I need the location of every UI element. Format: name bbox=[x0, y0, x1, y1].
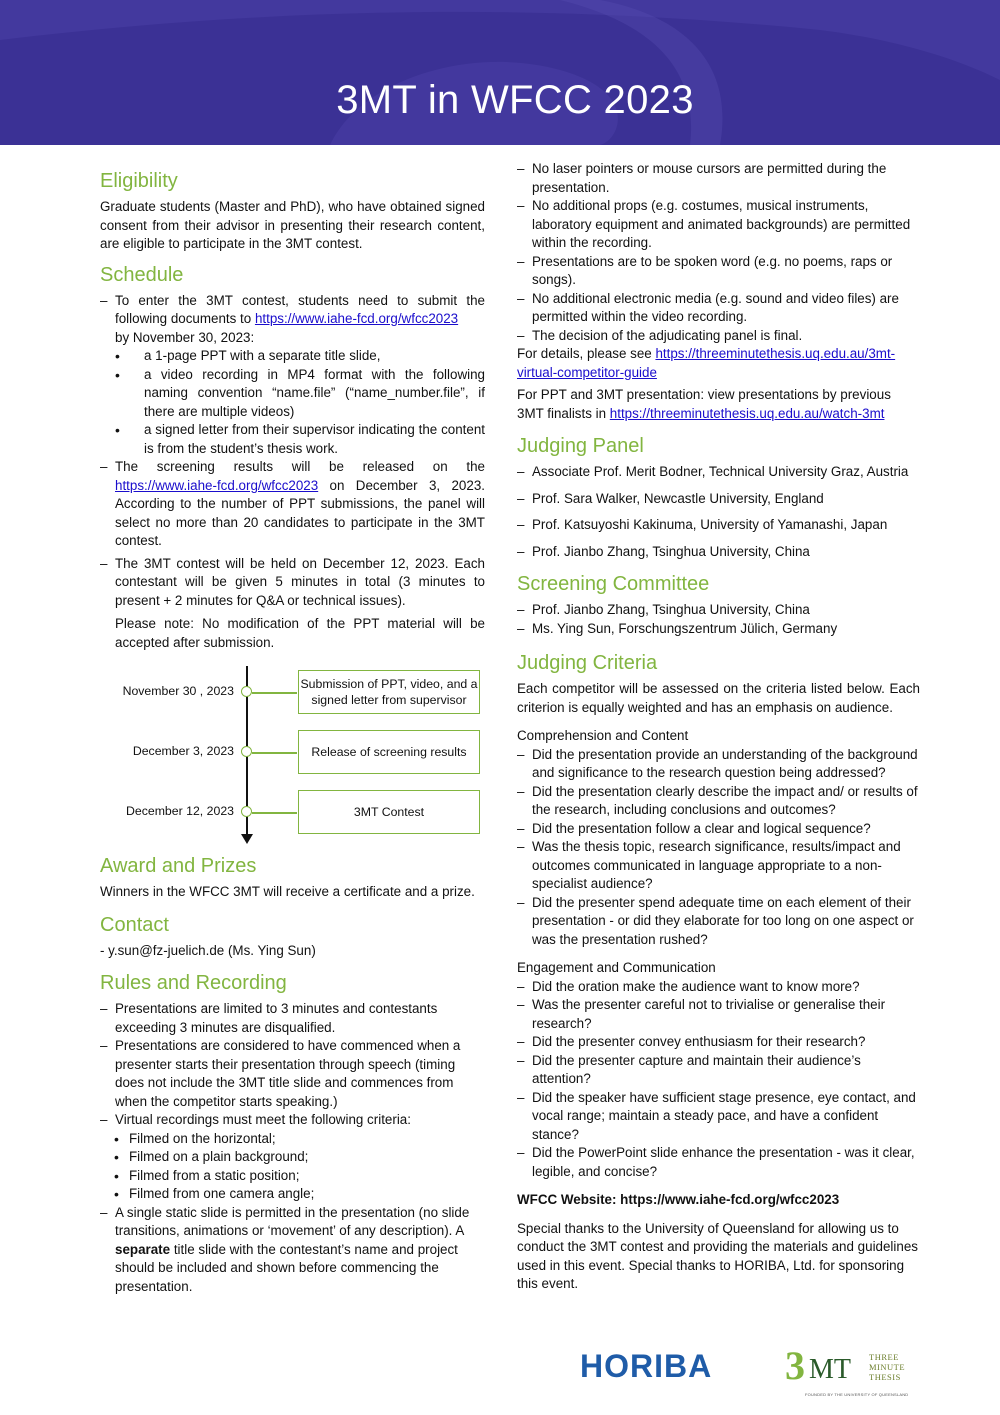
eligibility-text: Graduate students (Master and PhD), who have obtained signed consent from their advisor in presenting their research content, are eligible to participate in the 3MT contest. bbox=[100, 199, 485, 251]
timeline-event: Release of screening results bbox=[298, 730, 480, 774]
judge-item: – Prof. Sara Walker, Newcastle University, England bbox=[517, 490, 920, 509]
criteria-question: – Did the presentation clearly describe the impact and/ or results of the research, including conclusions and outcomes? bbox=[517, 783, 920, 820]
criteria-question: – Did the PowerPoint slide enhance the presentation - was it clear, legible, and concise? bbox=[517, 1144, 920, 1181]
contact-title: Contact bbox=[100, 913, 169, 936]
timeline-dot bbox=[241, 746, 252, 757]
criteria-intro: Each competitor will be assessed on the criteria listed below. Each criterion is equally weighted and has an emphasis on audience. bbox=[517, 681, 920, 715]
ppt-line bbox=[517, 386, 920, 423]
rule-item: – Virtual recordings must meet the following criteria: bbox=[100, 1111, 485, 1130]
award-text: Winners in the WFCC 3MT will receive a certificate and a prize. bbox=[100, 884, 475, 899]
rule-item-static-slide bbox=[100, 1204, 485, 1297]
judging-panel-title: Judging Panel bbox=[517, 435, 644, 457]
criteria-question: – Did the presenter capture and maintain their audience’s attention? bbox=[517, 1052, 920, 1089]
schedule-documents-list bbox=[100, 347, 485, 458]
details-text: For details, please see bbox=[517, 346, 656, 361]
details-line bbox=[517, 345, 920, 382]
competitor-guide-link[interactable]: https://threeminutethesis.uq.edu.au/3mt-virtual-competitor-guide bbox=[517, 346, 896, 380]
timeline-event: 3MT Contest bbox=[298, 790, 480, 834]
schedule-item1-deadline: by November 30, 2023: bbox=[115, 329, 255, 345]
judge-item: – Prof. Katsuyoshi Kakinuma, University of Yamanashi, Japan bbox=[517, 516, 920, 535]
criteria-question: – Did the presentation provide an understanding of the background and significance to the research question being addressed? bbox=[517, 746, 920, 783]
ppt-text: For PPT and 3MT presentation: view presentations by previous 3MT finalists in bbox=[517, 387, 891, 421]
screening-title: Screening Committee bbox=[517, 573, 710, 595]
3mt-logo-numeral: 3 bbox=[785, 1343, 805, 1388]
rule-item: – Presentations are to be spoken word (e.g. no poems, raps or songs). bbox=[517, 253, 920, 290]
static-slide-text: A single static slide is permitted in the presentation (no slide transitions, animations or ‘movement’ of any description). A bbox=[115, 1204, 470, 1238]
rules-list bbox=[100, 1000, 485, 1130]
engagement-title: Engagement and Communication bbox=[517, 960, 716, 975]
timeline-date: December 12, 2023 bbox=[125, 804, 234, 818]
3mt-logo-word: MINUTE bbox=[869, 1362, 906, 1372]
timeline-arrowhead bbox=[241, 834, 253, 844]
3mt-logo bbox=[785, 1340, 925, 1400]
rule-item: – No laser pointers or mouse cursors are permitted during the presentation. bbox=[517, 160, 920, 197]
thanks-text: Special thanks to the University of Queensland for allowing us to conduct the 3MT contest and providing the materials and guidelines used in this event. Special thanks to HORIBA, Ltd. for sponsoring this event. bbox=[517, 1220, 918, 1291]
static-slide-text-end: title slide with the contestant’s name and project should be included and shown before commencing the presentation. bbox=[115, 1241, 458, 1294]
recording-criteria-list bbox=[100, 1130, 485, 1204]
schedule-item1-text: To enter the 3MT contest, students need to submit the following documents to bbox=[115, 292, 485, 326]
3mt-logo-word: THESIS bbox=[869, 1372, 901, 1382]
criteria-item: • Filmed from a static position; bbox=[100, 1167, 485, 1186]
criteria-question: – Was the presenter careful not to trivialise or generalise their research? bbox=[517, 996, 920, 1033]
schedule-link-2[interactable]: https://www.iahe-fcd.org/wfcc2023 bbox=[115, 477, 319, 493]
schedule-timeline bbox=[100, 666, 485, 851]
schedule-item-submit bbox=[100, 292, 485, 459]
screening-list bbox=[517, 601, 920, 638]
rule-item: – No additional props (e.g. costumes, musical instruments, laboratory equipment and animated backgrounds) are permitted within the recording. bbox=[517, 197, 920, 253]
rules-title: Rules and Recording bbox=[100, 972, 287, 994]
rule-item: – Presentations are considered to have commenced when a presenter starts their presentation through speech (timing does not include the 3MT title slide and commences from when the competitor starts speaking.) bbox=[100, 1037, 485, 1111]
criteria-item: • Filmed from one camera angle; bbox=[100, 1185, 485, 1204]
document-item: • a 1-page PPT with a separate title slide, bbox=[100, 347, 485, 366]
website-line[interactable]: WFCC Website: https://www.iahe-fcd.org/wfcc2023 bbox=[517, 1192, 840, 1207]
criteria-question: – Did the presenter spend adequate time on each element of their presentation - or did they elaborate for too long on one aspect or was the presentation rushed? bbox=[517, 894, 920, 950]
screening-member: – Ms. Ying Sun, Forschungszentrum Jülich, Germany bbox=[517, 620, 920, 639]
screening-member: – Prof. Jianbo Zhang, Tsinghua University, China bbox=[517, 601, 920, 620]
banner-swirl-decoration bbox=[0, 0, 1000, 145]
schedule-item2-rest: on December 3, 2023. According to the number of PPT submissions, the panel will select no more than 20 candidates to participate in the 3MT contest. bbox=[115, 477, 485, 548]
schedule-note: Please note: No modification of the PPT material will be accepted after submission. bbox=[115, 616, 485, 650]
criteria-question: – Did the presentation follow a clear and logical sequence? bbox=[517, 820, 920, 839]
criteria-title: Judging Criteria bbox=[517, 652, 658, 674]
comprehension-title: Comprehension and Content bbox=[517, 728, 689, 743]
rule-item: – Presentations are limited to 3 minutes and contestants exceeding 3 minutes are disqualified. bbox=[100, 1000, 485, 1037]
judging-panel-list bbox=[517, 463, 920, 561]
timeline-event: Submission of PPT, video, and a signed letter from supervisor bbox=[298, 670, 480, 714]
document-item: • a signed letter from their supervisor indicating the content is from the student’s thesis work. bbox=[100, 421, 485, 458]
static-slide-bold: separate bbox=[115, 1241, 171, 1257]
page-title: 3MT in WFCC 2023 bbox=[336, 78, 694, 122]
timeline-connector bbox=[252, 752, 297, 754]
3mt-logo-letters: MT bbox=[809, 1354, 851, 1385]
timeline-dot bbox=[241, 686, 252, 697]
comprehension-list bbox=[517, 746, 920, 950]
3mt-logo-subtitle: FOUNDED BY THE UNIVERSITY OF QUEENSLAND bbox=[805, 1392, 909, 1397]
timeline-date: November 30 , 2023 bbox=[122, 684, 234, 698]
rule-item: – No additional electronic media (e.g. sound and video files) are permitted within the video recording. bbox=[517, 290, 920, 327]
timeline-date: December 3, 2023 bbox=[132, 744, 234, 758]
3mt-logo-word: THREE bbox=[869, 1352, 899, 1362]
document-item: • a video recording in MP4 format with the following naming convention “name.file” (“name_number.file”, if there are multiple videos) bbox=[100, 366, 485, 422]
schedule-title: Schedule bbox=[100, 263, 184, 286]
award-title: Award and Prizes bbox=[100, 855, 257, 877]
eligibility-title: Eligibility bbox=[100, 170, 178, 192]
criteria-question: – Was the thesis topic, research significance, results/impact and outcomes communicated in language appropriate to a non-specialist audience? bbox=[517, 838, 920, 894]
timeline-connector bbox=[252, 812, 297, 814]
header-banner bbox=[0, 0, 1000, 145]
judge-item: – Associate Prof. Merit Bodner, Technical University Graz, Austria bbox=[517, 463, 920, 482]
left-column bbox=[100, 160, 485, 1296]
engagement-list bbox=[517, 978, 920, 1182]
schedule-item-contest: – The 3MT contest will be held on December 12, 2023. Each contestant will be given 5 minutes in total (3 minutes to present + 2 minutes for Q&A or technical issues). bbox=[100, 555, 485, 611]
contact-email[interactable]: - y.sun@fz-juelich.de (Ms. Ying Sun) bbox=[100, 942, 316, 958]
schedule-item-screening bbox=[100, 458, 485, 551]
criteria-question: – Did the speaker have sufficient stage presence, eye contact, and vocal range; maintain a steady pace, and have a confident stance? bbox=[517, 1089, 920, 1145]
horiba-logo: HORIBA bbox=[580, 1348, 713, 1384]
schedule-link-1[interactable]: https://www.iahe-fcd.org/wfcc2023 bbox=[254, 311, 459, 326]
schedule-list bbox=[100, 292, 485, 611]
sponsor-logos bbox=[580, 1340, 920, 1400]
timeline-connector bbox=[252, 692, 297, 694]
timeline-dot bbox=[241, 806, 252, 817]
rules-list-continued bbox=[517, 160, 920, 345]
criteria-item: • Filmed on a plain background; bbox=[100, 1148, 485, 1167]
criteria-question: – Did the presenter convey enthusiasm for their research? bbox=[517, 1033, 920, 1052]
criteria-item: • Filmed on the horizontal; bbox=[100, 1130, 485, 1149]
rule-item: – The decision of the adjudicating panel is final. bbox=[517, 327, 920, 346]
judge-item: – Prof. Jianbo Zhang, Tsinghua University, China bbox=[517, 543, 920, 562]
watch-3mt-link[interactable]: https://threeminutethesis.uq.edu.au/watch-3mt bbox=[609, 405, 885, 421]
schedule-item2-text: The screening results will be released on the bbox=[115, 459, 485, 474]
rules-list-static bbox=[100, 1204, 485, 1297]
right-column bbox=[517, 160, 920, 1294]
criteria-question: – Did the oration make the audience want to know more? bbox=[517, 978, 920, 997]
